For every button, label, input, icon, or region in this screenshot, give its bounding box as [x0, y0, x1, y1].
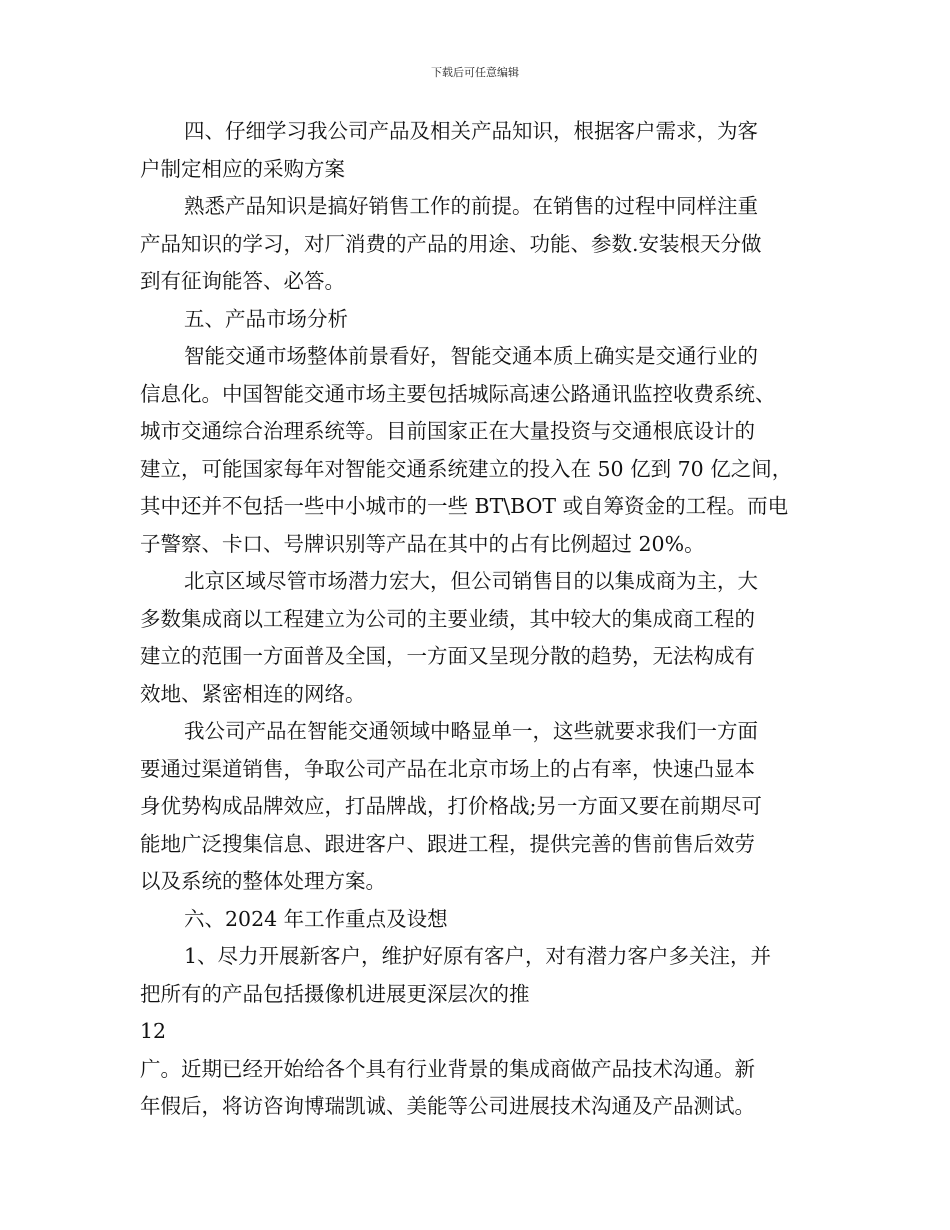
text-line: 多数集成商以工程建立为公司的主要业绩，其中较大的集成商工程的	[140, 606, 755, 631]
text-line: 以及系统的整体处理方案。	[140, 869, 386, 893]
text-line: 能地广泛搜集信息、跟进客户、跟进工程，提供完善的售前售后效劳	[140, 831, 755, 856]
text-line: 建立的范围一方面普及全国，一方面又呈现分散的趋势，无法构成有	[140, 644, 755, 668]
text-line: 产品知识的学习，对厂消费的产品的用途、功能、参数.安装根天分做	[140, 231, 762, 256]
text-line: 北京区域尽管市场潜力宏大，但公司销售目的以集成商为主，大	[184, 569, 758, 593]
page-header: 下载后可任意编辑	[431, 66, 519, 79]
text-line: 要通过渠道销售，争取公司产品在北京市场上的占有率，快速凸显本	[140, 756, 755, 781]
text-line: 身优势构成品牌效应，打品牌战，打价格战;另一方面又要在前期尽可	[140, 794, 762, 818]
page-number: 12	[140, 1019, 167, 1043]
text-line: 年假后，将访咨询博瑞凯诚、美能等公司进展技术沟通及产品测试。	[140, 1094, 755, 1118]
text-line: 1、尽力开展新客户，维护好原有客户，对有潜力客户多关注，并	[184, 944, 772, 968]
text-line: 户制定相应的采购方案	[140, 156, 345, 181]
text-line: 信息化。中国智能交通市场主要包括城际高速公路通讯监控收费系统、	[140, 381, 776, 406]
section-heading: 六、2024 年工作重点及设想	[184, 906, 448, 931]
text-line: 城市交通综合治理系统等。目前国家正在大量投资与交通根底设计的	[140, 419, 755, 443]
text-line: 智能交通市场整体前景看好，智能交通本质上确实是交通行业的	[184, 344, 758, 368]
text-line: 我公司产品在智能交通领域中略显单一，这些就要求我们一方面	[184, 719, 758, 743]
section-heading: 五、产品市场分析	[184, 306, 348, 331]
text-line: 四、仔细学习我公司产品及相关产品知识，根据客户需求，为客	[184, 119, 758, 143]
text-line: 效地、紧密相连的网络。	[140, 681, 366, 706]
text-line: 广。近期已经开始给各个具有行业背景的集成商做产品技术沟通。新	[140, 1056, 755, 1081]
text-line: 到有征询能答、必答。	[140, 269, 345, 293]
document-body	[140, 113, 812, 1126]
text-line: 把所有的产品包括摄像机进展更深层次的推	[140, 981, 530, 1006]
text-line: 其中还并不包括一些中小城市的一些 BT\BOT 或自筹资金的工程。而电	[140, 494, 789, 518]
text-line: 子警察、卡口、号牌识别等产品在其中的占有比例超过 20%。	[140, 531, 705, 556]
text-line: 建立，可能国家每年对智能交通系统建立的投入在 50 亿到 70 亿之间，	[140, 456, 793, 481]
text-line: 熟悉产品知识是搞好销售工作的前提。在销售的过程中同样注重	[184, 194, 758, 218]
